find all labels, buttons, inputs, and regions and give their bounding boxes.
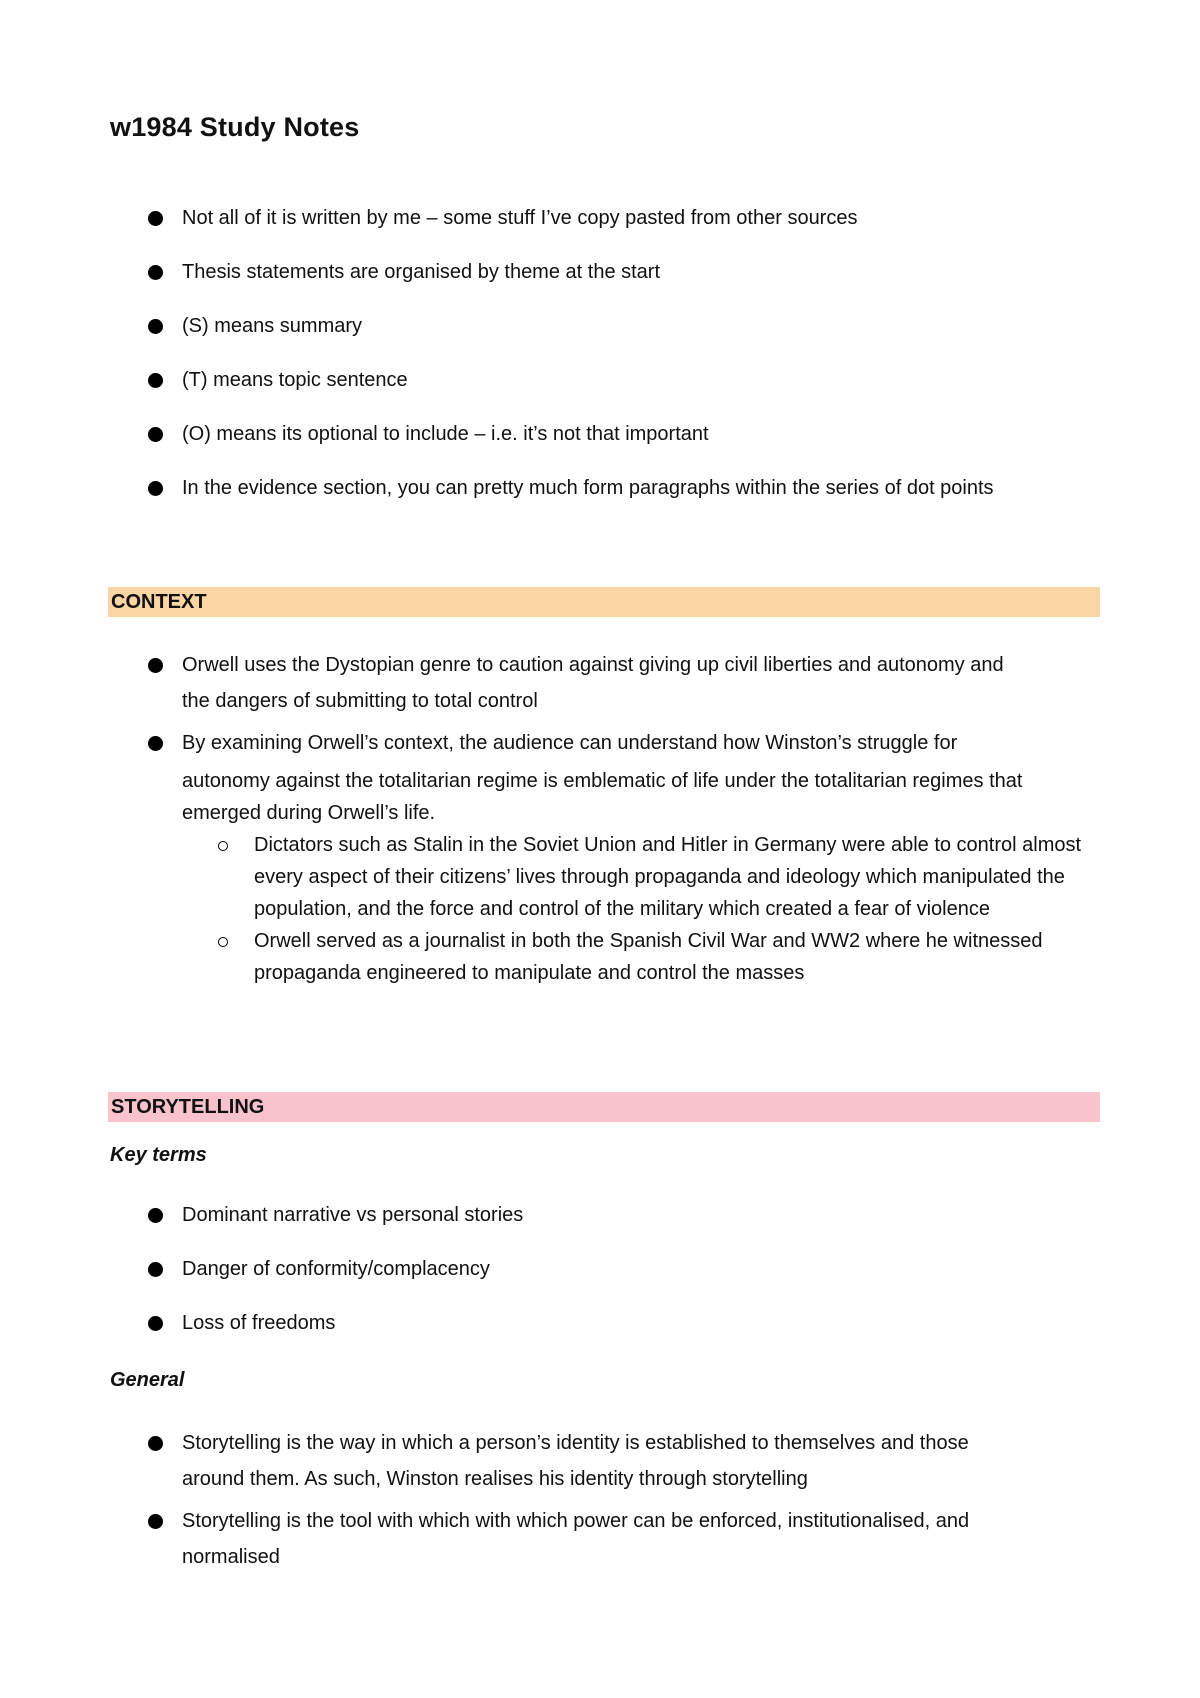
storytelling-heading: STORYTELLING bbox=[108, 1092, 1100, 1122]
list-item: (T) means topic sentence bbox=[110, 361, 1100, 400]
bullet-icon bbox=[148, 658, 163, 673]
sub-list-item: Dictators such as Stalin in the Soviet Union and Hitler in Germany were able to control almost every aspect of their citizens’ lives through propaganda and ideology which manipulated the population, and the force and control of the military which created a fear of violence bbox=[182, 829, 1100, 925]
bullet-icon bbox=[148, 1208, 163, 1223]
list-item: Danger of conformity/complacency bbox=[110, 1250, 1100, 1289]
list-item: Thesis statements are organised by theme at the start bbox=[110, 253, 1100, 292]
general-label: General bbox=[110, 1369, 185, 1391]
list-item: (O) means its optional to include – i.e. it’s not that important bbox=[110, 415, 1100, 454]
list-item: By examining Orwell’s context, the audience can understand how Winston’s struggle for autonomy against the totalitarian regime is emblematic of life under the totalitarian regimes that emerged during Orwell’s life. Dictators such as Stalin in the Soviet Union and Hitler in Germany were able to control almost every aspect of their citizens’ lives through propaganda and ideology which manipulated the population, and the force and control of the military which created a fear of violence Orwell served as a journalist in both the Spanish Civil War and WW2 where he witnessed propaganda engineered to manipulate and control the masses bbox=[110, 724, 1100, 989]
bullet-icon bbox=[148, 481, 163, 496]
bullet-icon bbox=[148, 736, 163, 751]
list-item: Dominant narrative vs personal stories bbox=[110, 1196, 1100, 1235]
list-item: In the evidence section, you can pretty much form paragraphs within the series of dot points bbox=[110, 469, 1100, 508]
bullet-icon bbox=[148, 1262, 163, 1277]
bullet-icon bbox=[148, 1316, 163, 1331]
list-item: Loss of freedoms bbox=[110, 1304, 1100, 1343]
sub-list-item: Orwell served as a journalist in both the Spanish Civil War and WW2 where he witnessed propaganda engineered to manipulate and control the masses bbox=[182, 925, 1100, 989]
bullet-icon bbox=[148, 265, 163, 280]
circle-bullet-icon bbox=[218, 937, 228, 947]
intro-list bbox=[110, 199, 1100, 523]
context-sublist bbox=[182, 829, 1100, 989]
list-item: Orwell uses the Dystopian genre to caution against giving up civil liberties and autonomy and the dangers of submitting to total control bbox=[110, 646, 1100, 718]
bullet-icon bbox=[148, 1436, 163, 1451]
list-item: Storytelling is the tool with which with which power can be enforced, institutionalised, and normalised bbox=[110, 1502, 1100, 1574]
list-item: (S) means summary bbox=[110, 307, 1100, 346]
bullet-icon bbox=[148, 427, 163, 442]
context-heading: CONTEXT bbox=[108, 587, 1100, 617]
bullet-icon bbox=[148, 211, 163, 226]
context-list bbox=[110, 646, 1100, 995]
general-list bbox=[110, 1424, 1100, 1580]
list-item: Not all of it is written by me – some stuff I’ve copy pasted from other sources bbox=[110, 199, 1100, 238]
circle-bullet-icon bbox=[218, 841, 228, 851]
list-item: Storytelling is the way in which a person’s identity is established to themselves and those around them. As such, Winston realises his identity through storytelling bbox=[110, 1424, 1100, 1496]
bullet-icon bbox=[148, 319, 163, 334]
bullet-icon bbox=[148, 373, 163, 388]
bullet-icon bbox=[148, 1514, 163, 1529]
key-terms-label: Key terms bbox=[110, 1144, 207, 1166]
key-terms-list bbox=[110, 1196, 1100, 1358]
document-title: w1984 Study Notes bbox=[110, 112, 360, 142]
